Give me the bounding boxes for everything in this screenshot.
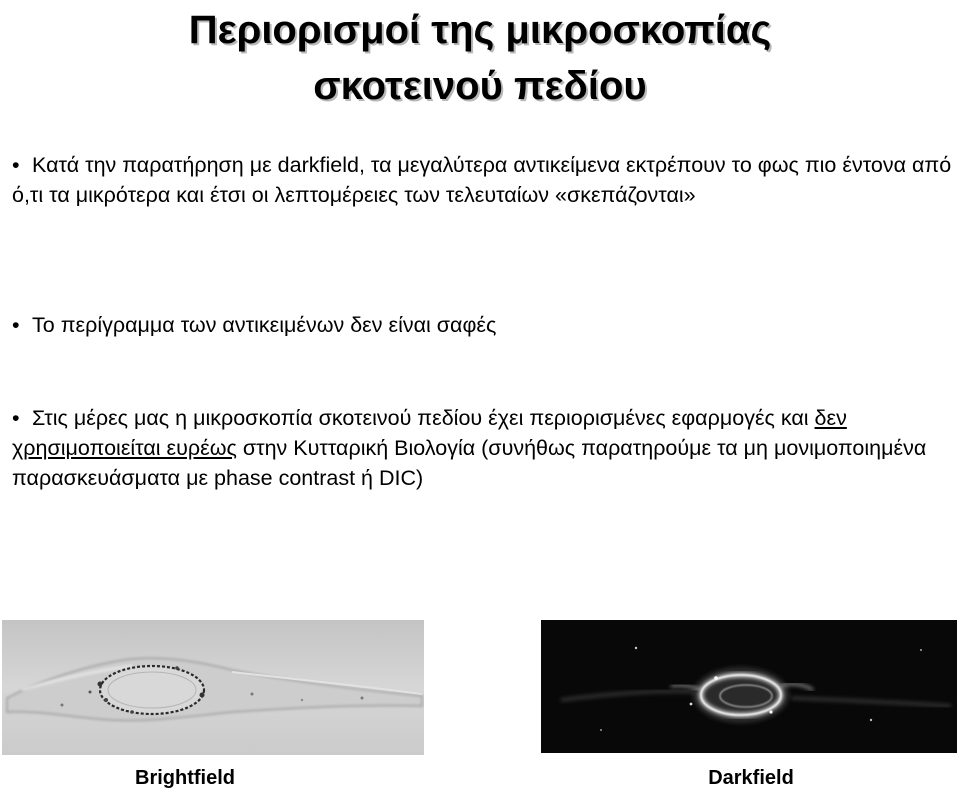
bullet-3-text-before: Στις μέρες μας η μικροσκοπία σκοτεινού πεδίου έχει περιορισμένες εφαρμογές και (32, 406, 815, 430)
bullet-1-text: Κατά την παρατήρηση με darkfield, τα μεγαλύτερα αντικείμενα εκτρέπουν το φως πιο έντονα από ό,τι τα μικρότερα και έτσι οι λεπτομέρειες των τελευταίων «σκεπάζονται» (12, 153, 952, 207)
brightfield-micrograph (2, 620, 424, 755)
bullet-3-text-after: στην Κυτταρική Βιολογία (συνήθως παρατηρούμε τα μη μονιμοποιημένα παρασκευάσματα με phase contrast ή DIC) (12, 436, 927, 490)
darkfield-micrograph (541, 620, 957, 753)
bullet-3-underlined-text: δεν χρησιμοποιείται ευρέως (12, 406, 847, 460)
bullet-2-text: Το περίγραμμα των αντικειμένων δεν είναι σαφές (32, 313, 497, 337)
title-line-1: Περιορισμοί της μικροσκοπίας (188, 8, 772, 52)
bullet-dot-icon: • (12, 153, 20, 177)
brightfield-image (2, 620, 424, 755)
bullet-item-2 (12, 310, 496, 340)
darkfield-caption: Darkfield (708, 767, 794, 789)
brightfield-caption: Brightfield (135, 767, 235, 789)
darkfield-image (541, 620, 957, 753)
bullet-item-3 (12, 403, 952, 493)
slide-title (0, 2, 960, 114)
bullet-item-1 (12, 150, 952, 210)
bullet-dot-icon: • (12, 406, 20, 430)
bullet-dot-icon: • (12, 313, 20, 337)
title-line-2: σκοτεινού πεδίου (313, 64, 647, 108)
